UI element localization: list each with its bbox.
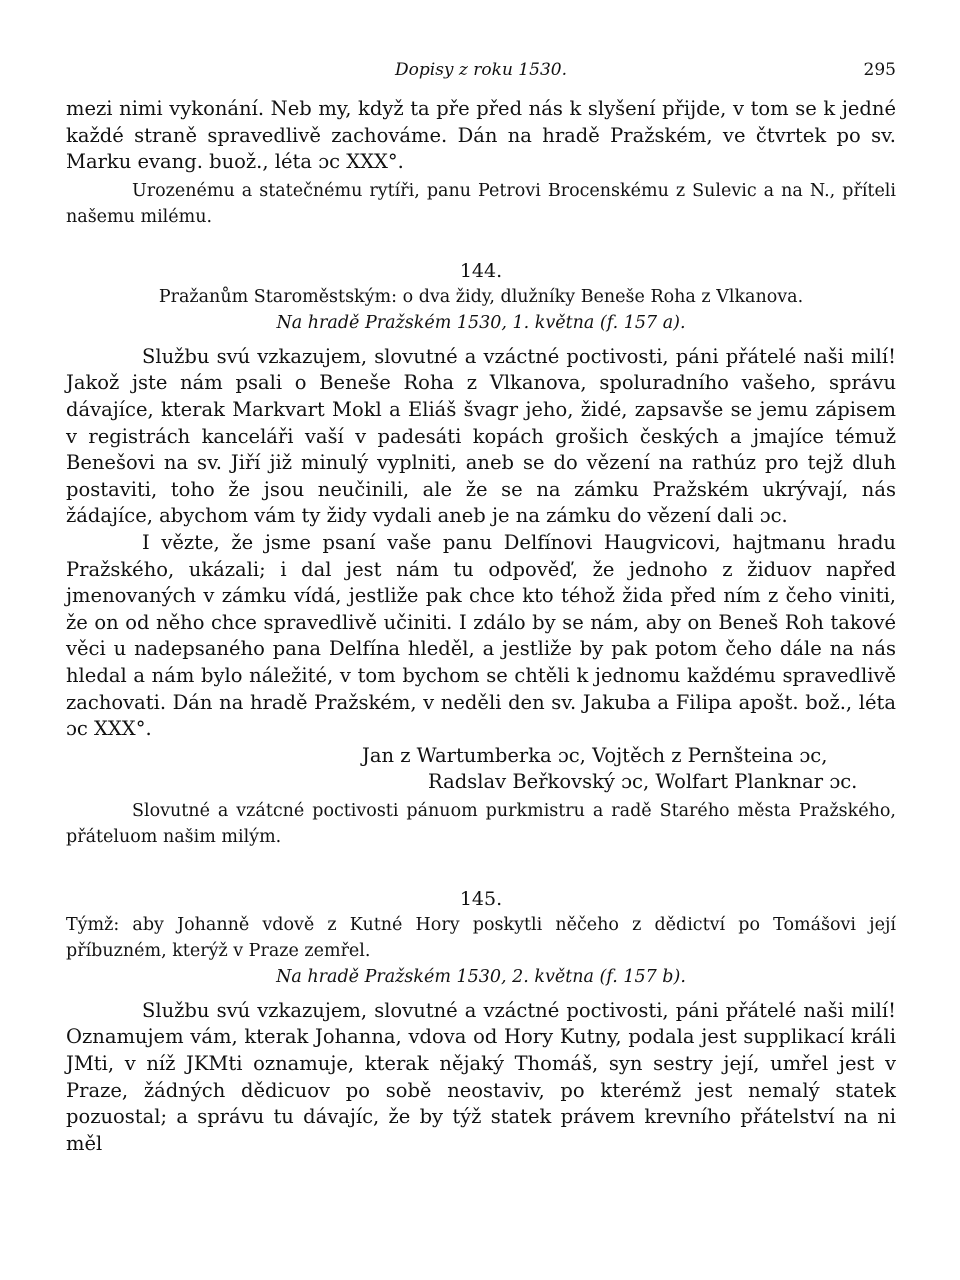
running-title: Dopisy z roku 1530. (395, 60, 567, 80)
letter-145-dateline: Na hradě Pražském 1530, 2. května (f. 157 b). (276, 966, 686, 987)
letter-145-paragraph-1: Službu svú vzkazujem, slovutné a vzáctné poctivosti, páni přátelé naši milí! Oznamujem vám, kterak Johanna, vdova od Hory Kutny, podala jest supplikací králi JMti, v níž JKMti oznamuje, kterak nějaký Thomáš, syn sestry její, umřel jest v Praze, žádných dědicuov po sobě neostaviv, po kterémž jest nemalý statek pozuostal; a správu tu dávajíc, že by týž statek právem krevního přátelství na ni měl (66, 998, 896, 1155)
letter-144-dateline: Na hradě Pražském 1530, 1. května (f. 157 a). (276, 312, 686, 333)
document-page (66, 58, 896, 1157)
letter-144-paragraph-2: I vězte, že jsme psaní vaše panu Delfínovi Haugvicovi, hajtmanu hradu Pražského, ukázali; i dal jest nám tu odpověď, že jednoho z židuov napřed jmenovaných v zámku vídá, jestliže pak chce kto téhož žida před ním z čeho viniti, že on od něho chce spravedlivě učiniti. I zdálo by se nám, aby on Beneš Roh takové věci u nadepsaného pana Delfína hleděl, a jestliže by pak potom čeho dále na nás hledal a nám bylo náležité, v tom bychom se chtěli k jednomu každému spravedlivě zachovati. Dán na hradě Pražském, v neděli den sv. Jakuba a Filipa apošt. bož., léta ɔc XXX°. (66, 530, 896, 741)
page-number: 295 (863, 60, 896, 80)
previous-letter-address: Urozenému a statečnému rytíři, panu Petrovi Brocenskému z Sulevic a na N., příteli našemu milému. (66, 180, 896, 227)
running-header (66, 58, 896, 88)
letter-144-regest: Pražanům Staroměstským: o dva židy, dlužníky Beneše Roha z Vlkanova. (158, 286, 804, 307)
letter-144-signature-1: Jan z Wartumberka ɔc, Vojtěch z Pernšteina ɔc, (362, 743, 828, 767)
letter-144-address: Slovutné a vzátcné poctivosti pánuom purkmistru a radě Starého města Pražského, přáteluom našim milým. (66, 800, 896, 847)
letter-number-145: 145. (459, 887, 503, 910)
letter-145-regest: Týmž: aby Johanně vdově z Kutné Hory poskytli něčeho z dědictví po Tomášovi její příbuzném, kterýž v Praze zemřel. (66, 914, 896, 961)
letter-144-signature-2: Radslav Beřkovský ɔc, Wolfart Planknar ɔc. (428, 770, 858, 794)
previous-letter-ending: mezi nimi vykonání. Neb my, když ta pře před nás k slyšení přijde, v tom se k jedné každé straně spravedlivě zachováme. Dán na hradě Pražském, ve čtvrtek po sv. Marku evang. buož., léta ɔc XXX°. (66, 97, 896, 174)
letter-144-paragraph-1: Službu svú vzkazujem, slovutné a vzáctné poctivosti, páni přátelé naši milí! Jakož jste nám psali o Beneše Roha z Vlkanova, spoluradního vašeho, správu dávajíce, kterak Markvart Mokl a Eliáš švagr jeho, židé, zapsavše se jemu zápisem v registrách kanceláři vaší v padesáti kopách grošich českých a jmajíce témuž Benešovi na sv. Jiří již minulý vyplniti, aneb se do vězení na rathúz pro tejž dluh postaviti, toho že jsou neučinili, ale že se na zámku Pražském ukrývají, nás žádajíce, abychom vám ty židy vydali aneb je na zámku do vězení dali ɔc. (66, 344, 896, 528)
letter-number-144: 144. (459, 259, 503, 282)
